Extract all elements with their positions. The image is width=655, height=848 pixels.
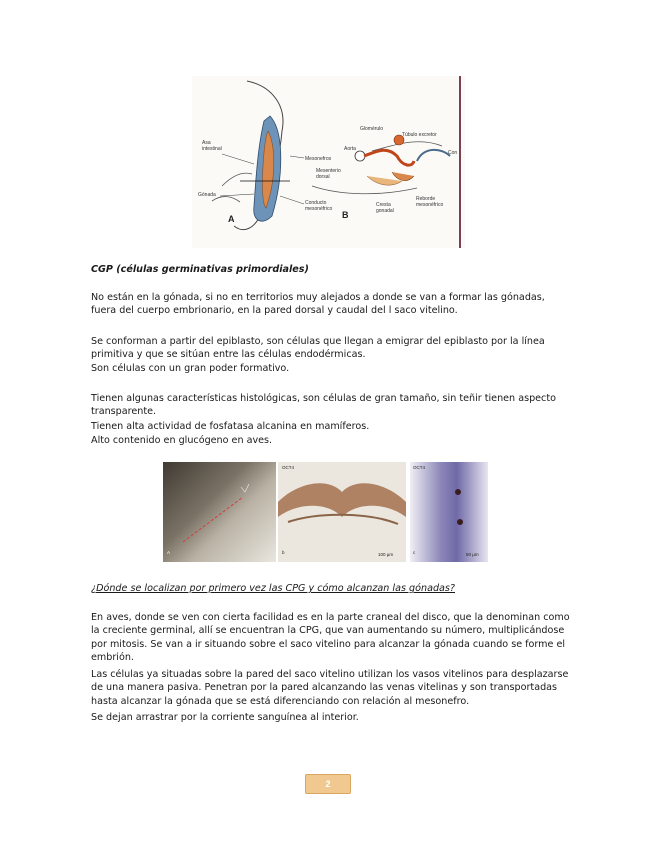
- micrograph-c-cells: [410, 462, 488, 562]
- panel-a-letter: A: [228, 214, 235, 224]
- paragraph: Alto contenido en glucógeno en aves.: [91, 435, 273, 446]
- label-cresta-gonadal: Cresta gonadal: [376, 202, 394, 214]
- panel-b-letter: B: [342, 210, 349, 220]
- label-gonada: Gónada: [198, 192, 216, 198]
- label-con: Con: [448, 150, 458, 156]
- section-heading-cpg-location: [91, 582, 571, 595]
- micrograph-b-letter: b: [282, 550, 285, 555]
- label-asa-intestinal: Asa intestinal: [202, 140, 222, 152]
- paragraph: Se dejan arrastrar por la corriente sanguínea al interior.: [91, 712, 359, 723]
- cpg-location-heading-text: ¿Dónde se localizan por primero vez las CPG y cómo alcanzan las gónadas?: [91, 583, 456, 594]
- paragraph: Tienen alta actividad de fosfatasa alcanina en mamíferos.: [91, 421, 370, 432]
- micrograph-a-marks: [163, 462, 276, 562]
- label-mesenterio-dorsal: Mesenterio dorsal: [316, 168, 341, 180]
- paragraph: Tienen algunas características histológicas, son células de gran tamaño, sin teñir tienen aspecto transparente.: [91, 393, 556, 418]
- label-tubulo-excretor: Túbulo excretor: [402, 132, 437, 138]
- paragraph: Las células ya situadas sobre la pared del saco vitelino utilizan los vasos vitelinos para desplazarse de una manera pasiva. Penetran por la pared alcanzando las venas vitelinas y son transportadas hasta alcanzar la gónada que se está diferenciando con relación al mesonefro.: [91, 669, 569, 707]
- paragraph: No están en la gónada, si no en territorios muy alejados a donde se van a formar las gónadas, fuera del cuerpo embrionario, en la pared dorsal y caudal del l saco vitelino.: [91, 292, 545, 317]
- cgp-heading-text: CGP (células germinativas primordiales): [91, 264, 309, 275]
- micrograph-panel-b: [278, 462, 406, 562]
- micrograph-b-title: OCT4: [282, 465, 295, 470]
- section-heading-cgp: [91, 263, 571, 276]
- page-number-badge: 2: [305, 774, 351, 794]
- micrograph-panel-c: [410, 462, 488, 562]
- paragraph: En aves, donde se ven con cierta facilidad es en la parte craneal del disco, que la denominan como la creciente germinal, allí se encuentran la CPG, que van aumentando su número, multiplicándose por mitosis. Se van a ir situando sobre el saco vitelino para alcanzar la gónada cuando se forme el embrión.: [91, 612, 570, 664]
- micrograph-c-title: OCT4: [413, 465, 426, 470]
- embryo-gonad-diagram: [192, 76, 465, 248]
- micrograph-a-letter: A: [167, 550, 171, 555]
- label-aorta: Aorta: [344, 146, 356, 152]
- micrograph-b-tissue: [278, 462, 406, 562]
- paragraph: Son células con un gran poder formativo.: [91, 363, 290, 374]
- micrograph-c-scale: 50 µm: [466, 552, 479, 557]
- micrograph-b-scale: 100 µm: [378, 552, 394, 557]
- label-conducto-mesonefrico: Conducto mesonéfrico: [305, 200, 333, 212]
- micrograph-panel-a: [163, 462, 276, 562]
- label-glomerulo: Glomérulo: [360, 126, 384, 132]
- micrograph-c-letter: c: [413, 550, 416, 555]
- label-reborde-mesonefrico: Reborde mesonéfrico: [416, 196, 444, 208]
- label-mesonefros: Mesonefros: [305, 156, 332, 162]
- paragraph: Se conforman a partir del epiblasto, son células que llegan a emigrar del epiblasto por la línea primitiva y que se sitúan entre las células endodérmicas.: [91, 336, 545, 361]
